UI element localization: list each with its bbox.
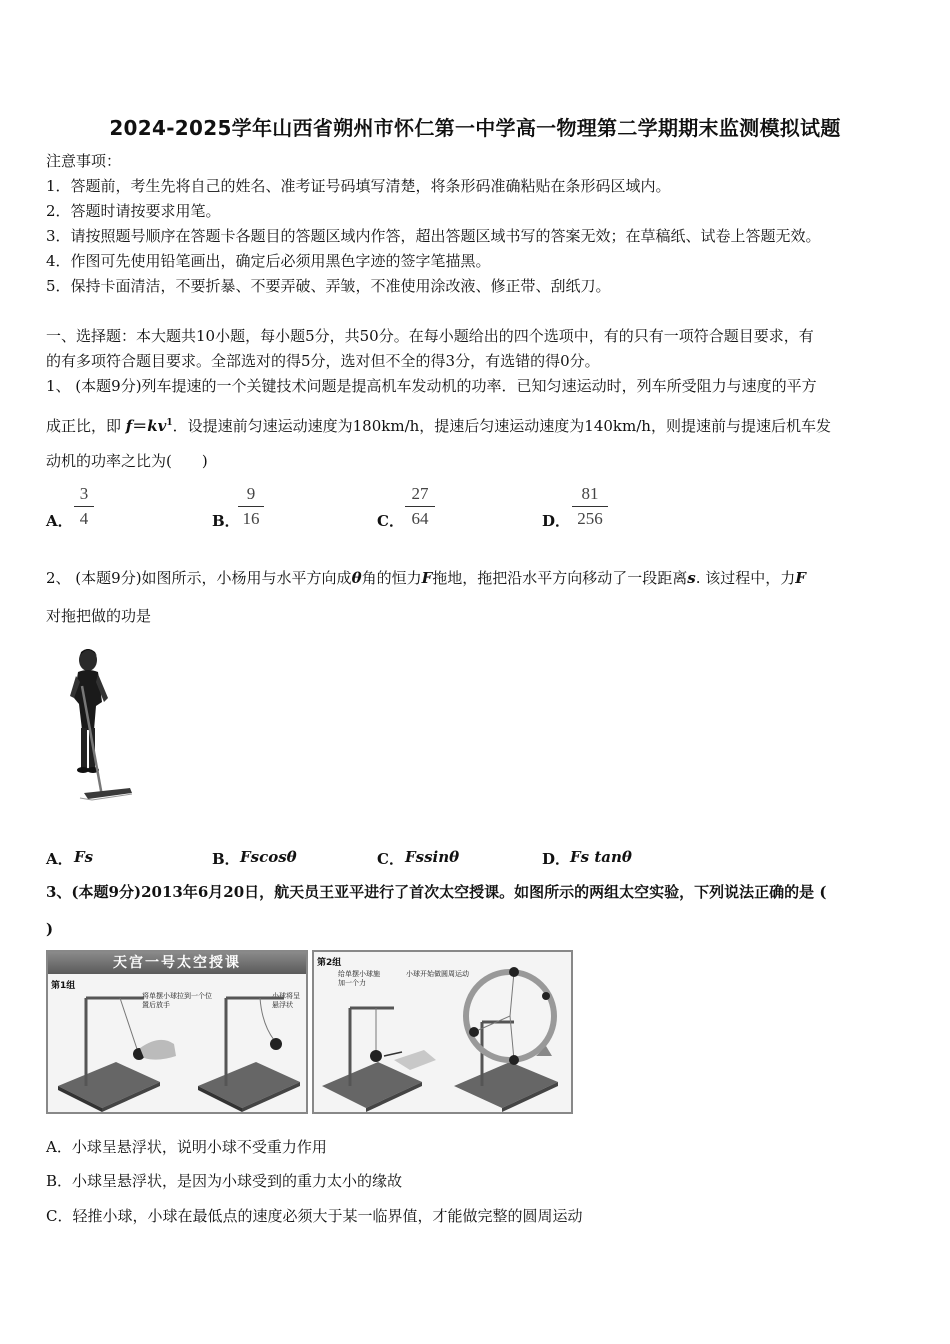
- q1-option-c-fraction: 27 64: [405, 483, 435, 530]
- q3-option-c[interactable]: C．轻推小球，小球在最低点的速度必须大于某一临界值，才能做完整的圆周运动: [46, 1207, 583, 1225]
- group1-caption2: 小球将呈悬浮状: [272, 992, 300, 1009]
- q3-option-a[interactable]: A．小球呈悬浮状，说明小球不受重力作用: [46, 1138, 327, 1156]
- group1-apparatus: [48, 974, 306, 1112]
- notice-item: 4．作图可先使用铅笔画出，确定后必须用黑色字迹的签字笔描黑。: [46, 252, 491, 270]
- q1-text-line3: 动机的功率之比为( ): [46, 452, 208, 470]
- group1-caption1: 将单摆小球拉到一个位置后放手: [142, 992, 212, 1009]
- q2-text-line1: 2、 (本题9分)如图所示，小杨用与水平方向成θ角的恒力F拖地，拖把沿水平方向移动了一段距离s. 该过程中，力F: [46, 569, 806, 587]
- group2-caption1: 给单摆小球施加一个力: [338, 970, 380, 987]
- notice-item: 1．答题前，考生先将自己的姓名、准考证号码填写清楚，将条形码准确粘贴在条形码区域内。: [46, 177, 671, 195]
- page-title: 2024-2025学年山西省朔州市怀仁第一中学高一物理第二学期期末监测模拟试题: [109, 116, 841, 140]
- section-intro-line1: 一、选择题：本大题共10小题，每小题5分，共50分。在每小题给出的四个选项中，有的只有一项符合题目要求，有: [46, 327, 814, 345]
- q3-text-line1: 3、(本题9分)2013年6月20日，航天员王亚平进行了首次太空授课。如图所示的两组太空实验，下列说法正确的是 (: [46, 883, 827, 901]
- mopping-figure: [62, 646, 136, 806]
- q1-option-d-label[interactable]: D．: [542, 512, 571, 530]
- space-experiment-group2: [312, 950, 573, 1114]
- group1-label: 第1组: [51, 981, 76, 991]
- q2-option-b-text: Fscosθ: [240, 848, 297, 866]
- space-experiment-group1: [46, 950, 308, 1114]
- q2-option-c-text: Fssinθ: [405, 848, 460, 866]
- notice-item: 2．答题时请按要求用笔。: [46, 202, 221, 220]
- q2-option-d-text: Fs tanθ: [570, 848, 632, 866]
- notice-heading: 注意事项：: [46, 152, 122, 170]
- group2-label: 第2组: [317, 958, 342, 968]
- q1-option-a-fraction: 3 4: [74, 483, 94, 530]
- q3-option-b[interactable]: B．小球呈悬浮状，是因为小球受到的重力太小的缘故: [46, 1172, 403, 1190]
- q3-text-line2: ): [46, 920, 54, 938]
- q1-text-line1: 1、 (本题9分)列车提速的一个关键技术问题是提高机车发动机的功率．已知匀速运动时，列车所受阻力与速度的平方: [46, 377, 817, 395]
- notice-item: 5．保持卡面清洁，不要折暴、不要弄破、弄皱，不准使用涂改液、修正带、刮纸刀。: [46, 277, 611, 295]
- q2-option-a-text: Fs: [74, 848, 94, 866]
- group2-caption2: 小球开始做圆周运动: [406, 970, 469, 978]
- q1-text-line2: 成正比，即 $f=kv^1$．设提速前匀速运动速度为180km/h，提速后匀速运动速度为140km/h，则提速前与提速后机车发: [46, 417, 831, 435]
- q2-option-c-label[interactable]: C．: [377, 850, 404, 868]
- q1-option-d-fraction: 81 256: [572, 483, 608, 530]
- lesson-banner: 天宫一号太空授课: [48, 952, 306, 974]
- q2-option-d-label[interactable]: D．: [542, 850, 571, 868]
- group2-apparatus: [314, 952, 571, 1112]
- q2-option-a-label[interactable]: A．: [46, 850, 73, 868]
- q2-text-line2: 对拖把做的功是: [46, 607, 152, 625]
- q1-option-c-label[interactable]: C．: [377, 512, 404, 530]
- q1-option-b-fraction: 9 16: [238, 483, 264, 530]
- q2-option-b-label[interactable]: B．: [212, 850, 240, 868]
- section-intro-line2: 的有多项符合题目要求。全部选对的得5分，选对但不全的得3分，有选错的得0分。: [46, 352, 600, 370]
- notice-item: 3．请按照题号顺序在答题卡各题目的答题区域内作答，超出答题区域书写的答案无效；在草稿纸、试卷上答题无效。: [46, 227, 821, 245]
- q1-option-b-label[interactable]: B．: [212, 512, 240, 530]
- q1-option-a-label[interactable]: A．: [46, 512, 73, 530]
